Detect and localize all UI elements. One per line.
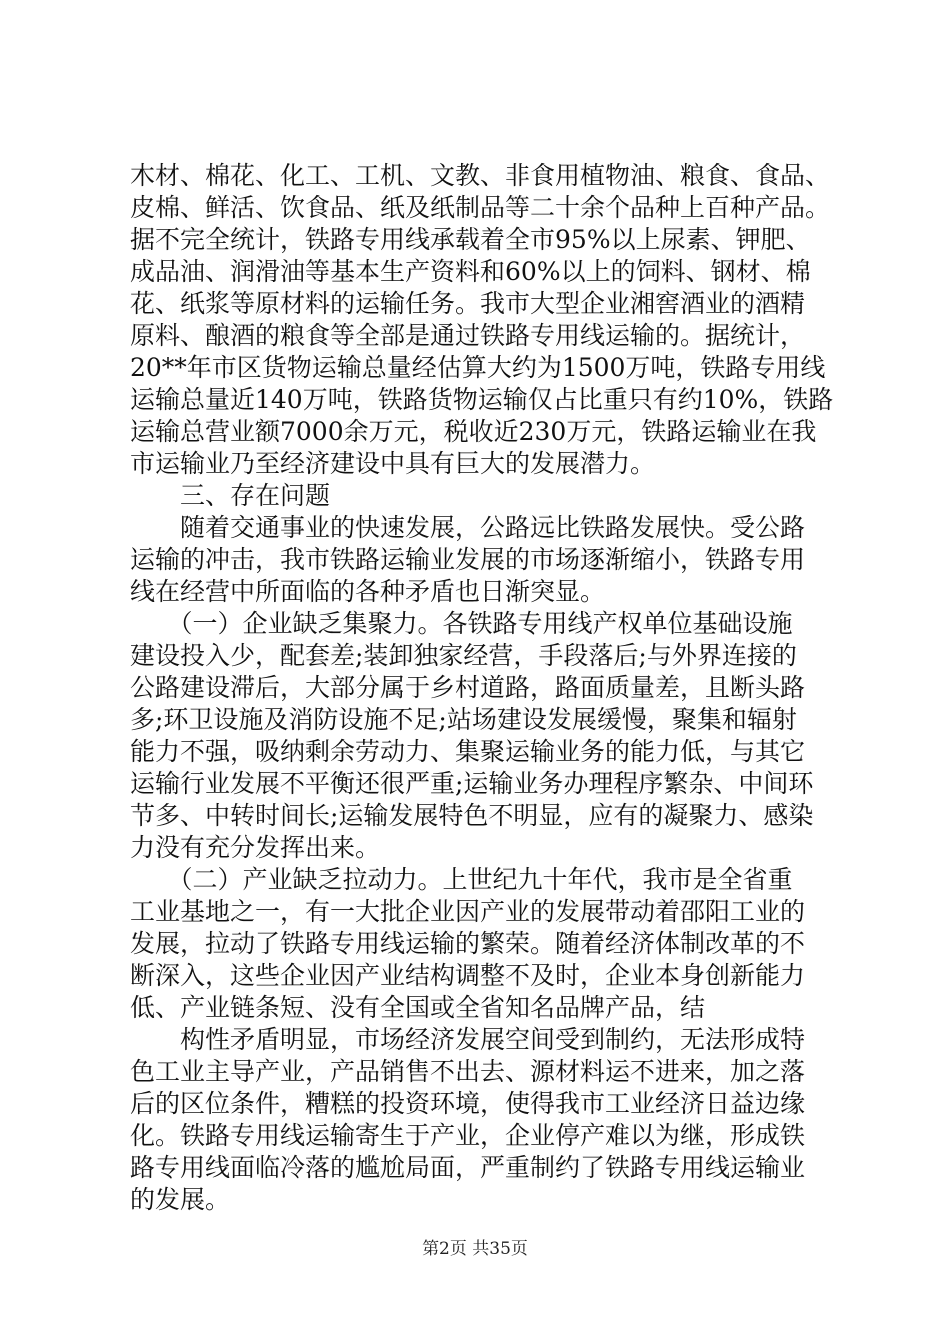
text-line: 后的区位条件，糟糕的投资环境，使得我市工业经济日益边缘 bbox=[130, 1089, 806, 1118]
text-line: 公路建设滞后，大部分属于乡村道路，路面质量差，且断头路 bbox=[130, 673, 806, 702]
text-line: 力没有充分发挥出来。 bbox=[130, 833, 381, 862]
text-line: 皮棉、鲜活、饮食品、纸及纸制品等二十余个品种上百种产品。 bbox=[130, 193, 831, 222]
text-line: 的发展。 bbox=[130, 1185, 231, 1214]
text-line: 原料、酿酒的粮食等全部是通过铁路专用线运输的。据统计， bbox=[130, 321, 806, 350]
text-line: 节多、中转时间长;运输发展特色不明显，应有的凝聚力、感染 bbox=[130, 801, 814, 830]
text-line: （一）企业缺乏集聚力。各铁路专用线产权单位基础设施 bbox=[130, 609, 793, 638]
text-line: 花、纸浆等原材料的运输任务。我市大型企业湘窖酒业的酒精 bbox=[130, 289, 806, 318]
text-line: 木材、棉花、化工、工机、文教、非食用植物油、粮食、食品、 bbox=[130, 161, 831, 190]
page-footer: 第2页 共35页 bbox=[422, 1239, 528, 1259]
text-line: 运输总量近140万吨，铁路货物运输仅占比重只有约10%，铁路 bbox=[130, 385, 834, 414]
text-line: 市运输业乃至经济建设中具有巨大的发展潜力。 bbox=[130, 449, 656, 478]
text-line: 能力不强，吸纳剩余劳动力、集聚运输业务的能力低，与其它 bbox=[130, 737, 806, 766]
body-text bbox=[130, 160, 870, 1216]
text-line: 构性矛盾明显，市场经济发展空间受到制约，无法形成特 bbox=[130, 1025, 806, 1054]
text-line: 随着交通事业的快速发展，公路远比铁路发展快。受公路 bbox=[130, 513, 806, 542]
text-line: 多;环卫设施及消防设施不足;站场建设发展缓慢，聚集和辐射 bbox=[130, 705, 797, 734]
text-line: 路专用线面临冷落的尴尬局面，严重制约了铁路专用线运输业 bbox=[130, 1153, 806, 1182]
text-line: 断深入，这些企业因产业结构调整不及时，企业本身创新能力 bbox=[130, 961, 806, 990]
text-line: 工业基地之一，有一大批企业因产业的发展带动着邵阳工业的 bbox=[130, 897, 806, 926]
text-line: 成品油、润滑油等基本生产资料和60%以上的饲料、钢材、棉 bbox=[130, 257, 811, 286]
text-line: 三、存在问题 bbox=[130, 481, 331, 510]
text-line: 20**年市区货物运输总量经估算大约为1500万吨，铁路专用线 bbox=[130, 353, 826, 382]
text-line: 运输行业发展不平衡还很严重;运输业务办理程序繁杂、中间环 bbox=[130, 769, 814, 798]
text-line: 线在经营中所面临的各种矛盾也日渐突显。 bbox=[130, 577, 606, 606]
text-line: （二）产业缺乏拉动力。上世纪九十年代，我市是全省重 bbox=[130, 865, 793, 894]
text-line: 化。铁路专用线运输寄生于产业，企业停产难以为继，形成铁 bbox=[130, 1121, 806, 1150]
text-line: 运输总营业额7000余万元，税收近230万元，铁路运输业在我 bbox=[130, 417, 817, 446]
text-line: 据不完全统计，铁路专用线承载着全市95%以上尿素、钾肥、 bbox=[130, 225, 811, 254]
text-line: 色工业主导产业，产品销售不出去、源材料运不进来，加之落 bbox=[130, 1057, 806, 1086]
text-line: 建设投入少，配套差;装卸独家经营，手段落后;与外界连接的 bbox=[130, 641, 797, 670]
text-line: 低、产业链条短、没有全国或全省知名品牌产品，结 bbox=[130, 993, 706, 1022]
text-line: 发展，拉动了铁路专用线运输的繁荣。随着经济体制改革的不 bbox=[130, 929, 806, 958]
text-line: 运输的冲击，我市铁路运输业发展的市场逐渐缩小，铁路专用 bbox=[130, 545, 806, 574]
